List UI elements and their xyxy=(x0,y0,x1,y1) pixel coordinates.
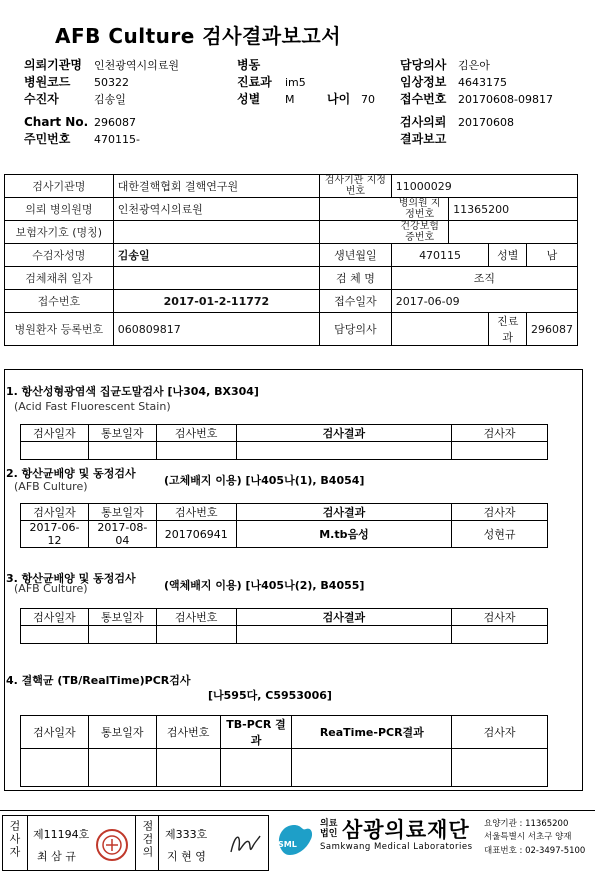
test-number: 201706941 xyxy=(156,521,236,548)
header-label: 접수번호 xyxy=(400,92,447,106)
inspector-license: 제11194호 xyxy=(33,828,90,841)
patient-label: 수검자성명 xyxy=(5,244,114,267)
req-label: 의뢰 병의원명 xyxy=(5,198,114,221)
col-header: TB-PCR 결과 xyxy=(220,716,292,749)
org-label: 검사기관명 xyxy=(5,175,114,198)
header-label: 결과보고 xyxy=(400,132,447,146)
org-name-en: Samkwang Medical Laboratories xyxy=(320,842,473,852)
care-code: 요양기관 : 11365200 xyxy=(484,819,569,829)
test-result: M.tb음성 xyxy=(236,521,451,548)
col-header: 검사번호 xyxy=(156,716,220,749)
signature-box xyxy=(2,815,269,871)
col-header: 통보일자 xyxy=(88,504,156,521)
header-label: 성별 xyxy=(237,92,261,106)
recv-no-label: 접수번호 xyxy=(5,290,114,313)
col-header: 검사번호 xyxy=(156,425,236,442)
col-header: 검사일자 xyxy=(21,609,89,626)
header-value: 470115- xyxy=(94,133,140,146)
header-label: 담당의사 xyxy=(400,58,447,72)
doctor-label: 담당의사 xyxy=(320,313,392,346)
col-header: 통보일자 xyxy=(88,425,156,442)
footer xyxy=(0,810,595,875)
col-header: 검사번호 xyxy=(156,609,236,626)
header-value: 4643175 xyxy=(458,76,507,89)
header-left xyxy=(24,54,179,145)
col-header: 통보일자 xyxy=(88,609,156,626)
test-date: 2017-06-12 xyxy=(21,521,89,548)
org-name: 삼광의료재단 xyxy=(342,818,470,842)
specimen-value: 조직 xyxy=(391,267,577,290)
header-value: 50322 xyxy=(94,76,129,89)
section2-table xyxy=(20,503,548,548)
section3-note: (액체배지 이용) [나405나(2), B4055] xyxy=(164,579,365,592)
header-value: 20170608 xyxy=(458,116,514,129)
header-label: 임상정보 xyxy=(400,75,447,89)
header-label: 의뢰기관명 xyxy=(24,58,82,72)
section4-note: [나595다, C5953006] xyxy=(208,689,332,702)
col-header: 검사일자 xyxy=(21,716,89,749)
orgcode-label: 검사기관 지정번호 xyxy=(320,175,392,198)
section3-table xyxy=(20,608,548,644)
section3-subtitle: (AFB Culture) xyxy=(14,582,88,595)
org-type: 의료 법인 xyxy=(320,819,338,839)
col-header: 검사결과 xyxy=(236,609,452,626)
health-label: 건강보험 증번호 xyxy=(391,221,448,244)
inspector-name: 최 삼 규 xyxy=(37,850,76,863)
reg-label: 병원환자 등록번호 xyxy=(5,313,114,346)
header-label: 병원코드 xyxy=(24,75,71,89)
section2-subtitle: (AFB Culture) xyxy=(14,480,88,493)
recv-date-label: 접수일자 xyxy=(320,290,392,313)
table-row xyxy=(21,521,548,548)
col-header: 검사자 xyxy=(452,504,548,521)
patient-value: 김송일 xyxy=(113,244,319,267)
sex-value: 남 xyxy=(526,244,577,267)
phone: 대표번호 : 02-3497-5100 xyxy=(484,846,586,856)
section4-table xyxy=(20,715,548,787)
logo-text: SML xyxy=(278,840,297,849)
header-mid xyxy=(237,54,375,105)
section1-subtitle: (Acid Fast Fluorescent Stain) xyxy=(14,400,171,413)
collect-label: 검체채취 일자 xyxy=(5,267,114,290)
insurer-label: 보험자기호 (명칭) xyxy=(5,221,114,244)
specimen-label: 검 체 명 xyxy=(320,267,392,290)
col-header: 검사번호 xyxy=(156,504,236,521)
tester: 성현규 xyxy=(452,521,548,548)
section2-note: (고체배지 이용) [나405나(1), B4054] xyxy=(164,474,365,487)
header-value: 20170608-09817 xyxy=(458,93,553,106)
header-label: Chart No. xyxy=(24,115,89,129)
report-title: AFB Culture 검사결과보고서 xyxy=(55,24,342,48)
sml-logo xyxy=(272,817,318,863)
reviewer-label: 점검의 xyxy=(141,820,154,859)
section1-title: 1. 항산성형광염색 집균도말검사 [나304, BX304] xyxy=(6,385,259,398)
insurer-value xyxy=(113,221,319,244)
inspector-label: 검사자 xyxy=(8,820,21,859)
recv-date-value: 2017-06-09 xyxy=(391,290,577,313)
col-header: ReaTime-PCR결과 xyxy=(292,716,452,749)
org-value: 대한결핵협회 결핵연구원 xyxy=(113,175,319,198)
header-label: 병동 xyxy=(237,58,261,72)
collect-value xyxy=(113,267,319,290)
hospcode-value: 11365200 xyxy=(449,198,578,221)
header-value: M xyxy=(285,93,295,106)
header-value: 인천광역시의료원 xyxy=(94,59,180,72)
reviewer-name: 지 현 영 xyxy=(167,850,206,863)
notify-date: 2017-08-04 xyxy=(88,521,156,548)
col-header: 검사결과 xyxy=(236,425,452,442)
header-label: 검사의뢰 xyxy=(400,115,447,129)
req-value: 인천광역시의료원 xyxy=(113,198,319,221)
header-value: 296087 xyxy=(94,116,136,129)
sex-label: 성별 xyxy=(489,244,527,267)
stamp-seal xyxy=(95,828,129,862)
health-value xyxy=(449,221,578,244)
col-header: 검사결과 xyxy=(236,504,451,521)
col-header: 검사자 xyxy=(452,425,548,442)
reviewer-license: 제333호 xyxy=(165,828,208,841)
section2-title: 2. 항산균배양 및 동정검사 xyxy=(6,467,136,480)
header-label: 수진자 xyxy=(24,92,59,106)
col-header: 검사자 xyxy=(452,609,548,626)
info-table xyxy=(4,174,578,346)
col-header: 검사일자 xyxy=(21,425,89,442)
header-value: 김은아 xyxy=(458,59,490,72)
col-header: 검사자 xyxy=(452,716,548,749)
recv-no-value: 2017-01-2-11772 xyxy=(113,290,319,313)
header-value: 70 xyxy=(361,93,375,106)
dob-value: 470115 xyxy=(391,244,489,267)
section3-title: 3. 항산균배양 및 동정검사 xyxy=(6,572,136,585)
header-label: 나이 xyxy=(327,92,351,106)
col-header: 검사일자 xyxy=(21,504,89,521)
dob-label: 생년월일 xyxy=(320,244,392,267)
section4-title: 4. 결핵균 (TB/RealTime)PCR검사 xyxy=(6,674,191,687)
address: 서울특별시 서초구 양재 xyxy=(484,832,572,842)
header-value: 김송일 xyxy=(94,93,126,106)
header-label: 주민번호 xyxy=(24,132,71,146)
signature xyxy=(227,828,263,862)
doctor-value xyxy=(391,313,489,346)
header-right xyxy=(400,54,553,145)
col-header: 통보일자 xyxy=(88,716,156,749)
header-label: 진료과 xyxy=(237,75,272,89)
dept-label: 진료과 xyxy=(489,313,527,346)
hospcode-label: 병의원 지정번호 xyxy=(391,198,448,221)
dept-value: 296087 xyxy=(526,313,577,346)
orgcode-value: 11000029 xyxy=(391,175,577,198)
reg-value: 060809817 xyxy=(113,313,319,346)
section1-table xyxy=(20,424,548,460)
header-value: im5 xyxy=(285,76,306,89)
